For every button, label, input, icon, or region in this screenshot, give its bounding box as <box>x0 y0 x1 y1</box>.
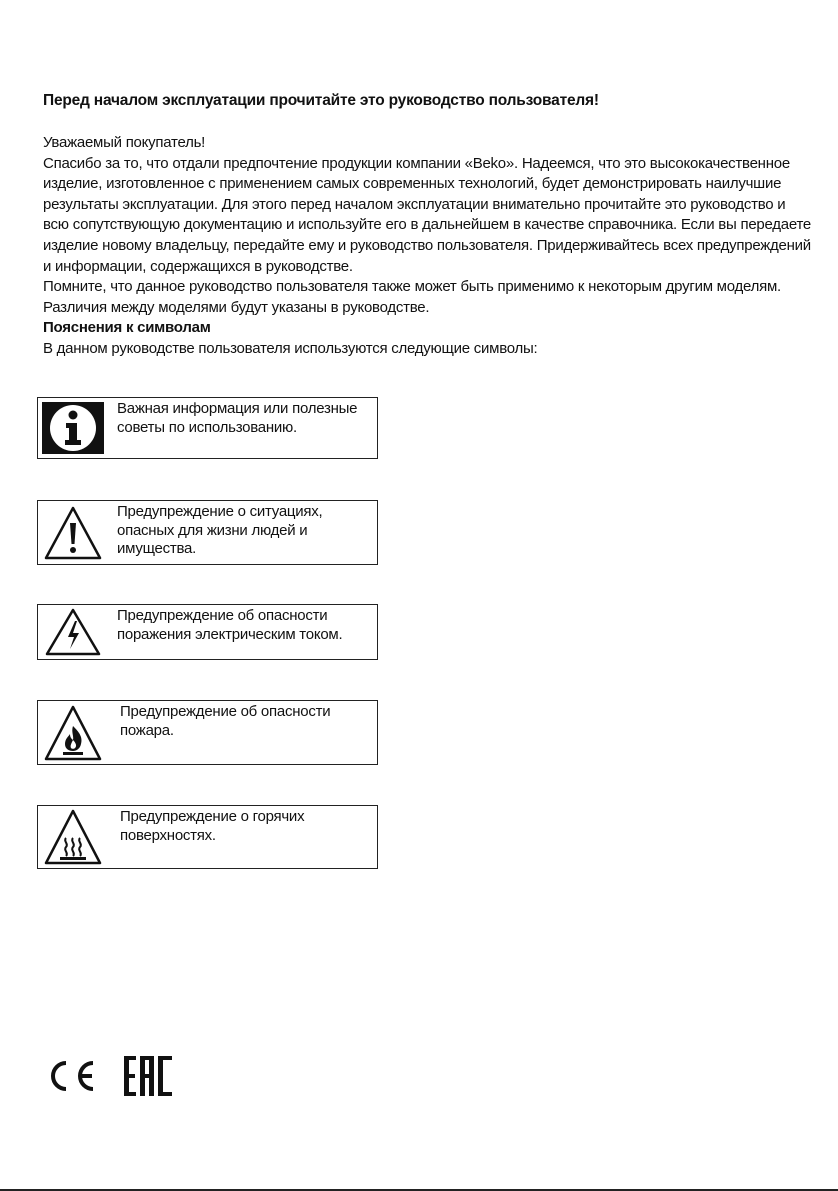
page-title: Перед началом эксплуатации прочитайте это руководство пользователя! <box>43 92 599 109</box>
symbols-intro: В данном руководстве пользователя используются следующие символы: <box>43 339 538 357</box>
symbols-heading: Пояснения к символам <box>43 319 211 337</box>
info-icon <box>42 402 104 454</box>
greeting: Уважаемый покупатель! <box>43 134 206 151</box>
ce-mark-icon <box>42 1059 98 1093</box>
intro-paragraph: Спасибо за то, что отдали предпочтение продукции компании «Beko». Надеемся, что это высококачественное изделие, изготовленное с применением самых современных технологий, будет демонстрировать наилучшие результаты эксплуатации. Для этого перед началом эксплуатации внимательно прочитайте это руководство и всю сопутствующую документацию и используйте его в дальнейшем в качестве справочника. Если вы передаете изделие новому владельцу, передайте ему и руководство пользователя. Придерживайтесь всех предупреждений и информации, содержащихся в руководстве. <box>43 154 811 275</box>
symbol-box-fire <box>37 700 378 765</box>
eac-mark-icon <box>122 1054 174 1098</box>
electric-shock-icon <box>40 607 106 657</box>
symbol-box-info <box>37 397 378 459</box>
symbol-box-electric <box>37 604 378 660</box>
symbol-box-hot-surface <box>37 805 378 869</box>
symbol-box-warning <box>37 500 378 565</box>
certification-marks <box>42 1054 174 1098</box>
intro-section <box>43 133 813 360</box>
models-note-paragraph: Помните, что данное руководство пользователя также может быть применимо к некоторым другим моделям. Различия между моделями будут указаны в руководстве. <box>43 278 781 316</box>
symbol-text: Предупреждение о горячих поверхностях. <box>120 808 305 844</box>
symbol-text: Предупреждение об опасности поражения электрическим током. <box>117 607 343 643</box>
warning-exclamation-icon <box>40 503 106 562</box>
fire-hazard-icon <box>40 703 106 762</box>
hot-surface-icon <box>40 808 106 866</box>
symbol-text: Предупреждение об опасности пожара. <box>120 703 331 739</box>
symbol-text: Предупреждение о ситуациях, опасных для жизни людей и имущества. <box>117 503 323 557</box>
symbol-text: Важная информация или полезные советы по использованию. <box>117 400 358 436</box>
